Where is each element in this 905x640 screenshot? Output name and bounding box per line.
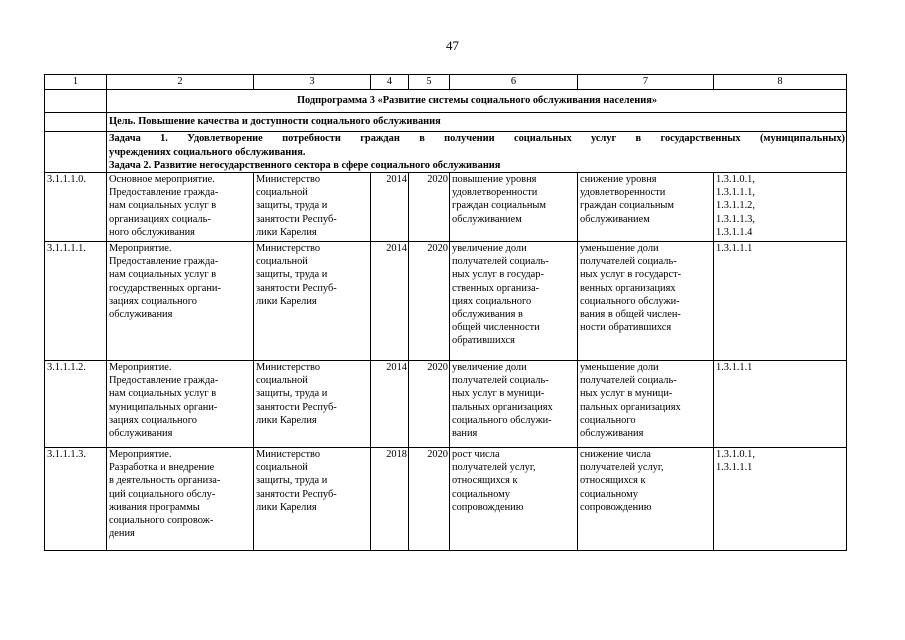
cell-line: 1.3.1.1.3, (716, 213, 755, 225)
cell-line: нам социальных услуг в (109, 200, 217, 212)
cell-line: социальному (580, 488, 638, 500)
cell-line: ций социального обслу- (109, 488, 216, 500)
executor-cell (254, 448, 371, 551)
cell-line: обратившихся (452, 335, 515, 347)
cell-line: социального обслужи- (452, 414, 552, 426)
expected-result-cell (450, 361, 578, 448)
cell-line: Мероприятие. (109, 362, 172, 373)
header-cell: 4 (371, 75, 409, 90)
cell-line: нам социальных услуг в (109, 388, 217, 400)
cell-line: государственных органи- (109, 282, 221, 294)
cell-line: получателей социаль- (580, 375, 677, 387)
cell-line: социального обслужи- (580, 295, 680, 307)
cell-line: удовлетворенности (452, 187, 538, 199)
cell-line: живания программы (109, 501, 200, 513)
cell-line: ных услуг в муници- (580, 388, 673, 400)
indicator-links-cell (714, 448, 847, 551)
cell-line: получателей услуг, (452, 462, 536, 474)
cell-line: Министерство (256, 362, 321, 373)
expected-result-cell (450, 242, 578, 361)
cell-line: организациях социаль- (109, 213, 211, 225)
activity-name-cell (107, 361, 254, 448)
cell-line: обслуживанием (452, 213, 522, 225)
cell-line: обслуживания (580, 428, 644, 440)
task1-line1: Задача 1. Удовлетворение потребности граждан в получении социальных услуг в государственных (муниципальных) (109, 133, 845, 145)
cell-line: социальному (452, 488, 510, 500)
cell-line: ных услуг в муници- (452, 388, 545, 400)
empty-cell (45, 113, 107, 132)
goal-row (45, 113, 847, 132)
cell-line: защиты, труда и (256, 200, 328, 212)
start-year-cell: 2018 (371, 448, 409, 551)
executor-cell (254, 242, 371, 361)
activity-code-cell: 3.1.1.1.3. (45, 448, 107, 551)
header-cell: 5 (409, 75, 450, 90)
activity-code-cell: 3.1.1.1.0. (45, 173, 107, 242)
start-year-cell: 2014 (371, 361, 409, 448)
cell-line: ных услуг в государст- (580, 269, 682, 281)
end-year-cell: 2020 (409, 242, 450, 361)
cell-line: ного обслуживания (109, 226, 195, 238)
cell-line: лики Карелия (256, 501, 317, 513)
consequence-cell (578, 448, 714, 551)
cell-line: обслуживанием (580, 213, 650, 225)
empty-cell (45, 132, 107, 173)
cell-line: социального (580, 414, 636, 426)
cell-line: обслуживания (109, 309, 173, 321)
cell-line: получателей услуг, (580, 462, 664, 474)
cell-line: увеличение доли (452, 243, 527, 254)
cell-line: лики Карелия (256, 226, 317, 238)
cell-line: занятости Респуб- (256, 282, 337, 294)
activity-name-cell (107, 173, 254, 242)
header-cell: 7 (578, 75, 714, 90)
header-cell: 3 (254, 75, 371, 90)
cell-line: социальной (256, 462, 308, 474)
cell-line: вания (452, 428, 478, 440)
goal-title: Цель. Повышение качества и доступности социального обслуживания (107, 113, 847, 132)
end-year-cell: 2020 (409, 173, 450, 242)
cell-line: 1.3.1.1.1 (716, 362, 753, 373)
cell-line: ственных организа- (452, 282, 540, 294)
cell-line: уменьшение доли (580, 243, 659, 254)
indicator-links-cell (714, 361, 847, 448)
activity-name-cell (107, 448, 254, 551)
cell-line: Предоставление гражда- (109, 375, 219, 387)
cell-line: сопровождению (580, 501, 652, 513)
indicator-links-cell (714, 173, 847, 242)
table-row (45, 242, 847, 361)
cell-line: лики Карелия (256, 295, 317, 307)
cell-line: обслуживания в (452, 309, 523, 321)
cell-line: Мероприятие. (109, 449, 172, 460)
consequence-cell (578, 173, 714, 242)
indicator-links-cell (714, 242, 847, 361)
cell-line: социальной (256, 256, 308, 268)
cell-line: граждан социальным (452, 200, 546, 212)
cell-line: в деятельность организа- (109, 475, 221, 487)
cell-line: рост числа (452, 449, 500, 460)
header-cell: 1 (45, 75, 107, 90)
cell-line: снижение числа (580, 449, 651, 460)
header-cell: 6 (450, 75, 578, 90)
activity-code-cell: 3.1.1.1.2. (45, 361, 107, 448)
start-year-cell: 2014 (371, 242, 409, 361)
cell-line: Министерство (256, 449, 321, 460)
cell-line: занятости Респуб- (256, 213, 337, 225)
cell-line: венных организациях (580, 282, 676, 294)
cell-line: получателей социаль- (452, 256, 549, 268)
cell-line: ности обратившихся (580, 322, 672, 334)
cell-line: социального сопровож- (109, 515, 214, 527)
cell-line: зациях социального (109, 295, 197, 307)
table-row (45, 173, 847, 242)
cell-line: вания в общей числен- (580, 309, 681, 321)
cell-line: увеличение доли (452, 362, 527, 373)
cell-line: Основное мероприятие. (109, 174, 215, 185)
cell-line: социальной (256, 187, 308, 199)
consequence-cell (578, 361, 714, 448)
cell-line: относящихся к (452, 475, 518, 487)
cell-line: обслуживания (109, 428, 173, 440)
cell-line: защиты, труда и (256, 475, 328, 487)
cell-line: относящихся к (580, 475, 646, 487)
program-table (44, 74, 847, 551)
cell-line: общей численности (452, 322, 540, 334)
activity-name-cell (107, 242, 254, 361)
cell-line: пальных организациях (452, 401, 553, 413)
task1-line2: учреждениях социального обслуживания. (109, 146, 306, 158)
cell-line: нам социальных услуг в (109, 269, 217, 281)
cell-line: муниципальных органи- (109, 401, 218, 413)
cell-line: получателей социаль- (580, 256, 677, 268)
cell-line: 1.3.1.1.1 (716, 462, 753, 474)
tasks-cell (107, 132, 847, 173)
cell-line: граждан социальным (580, 200, 674, 212)
header-cell: 8 (714, 75, 847, 90)
cell-line: дения (109, 528, 135, 540)
cell-line: 1.3.1.0.1, (716, 449, 755, 460)
expected-result-cell (450, 173, 578, 242)
cell-line: защиты, труда и (256, 269, 328, 281)
cell-line: циях социального (452, 295, 532, 307)
cell-line: сопровождению (452, 501, 524, 513)
end-year-cell: 2020 (409, 361, 450, 448)
executor-cell (254, 173, 371, 242)
cell-line: уменьшение доли (580, 362, 659, 373)
cell-line: ных услуг в государ- (452, 269, 544, 281)
cell-line: социальной (256, 375, 308, 387)
expected-result-cell (450, 448, 578, 551)
subprogram-title: Подпрограмма 3 «Развитие системы социального обслуживания населения» (107, 90, 847, 113)
subprogram-row (45, 90, 847, 113)
cell-line: 1.3.1.1.4 (716, 226, 753, 238)
cell-line: Мероприятие. (109, 243, 172, 254)
empty-cell (45, 90, 107, 113)
header-cell: 2 (107, 75, 254, 90)
cell-line: 1.3.1.0.1, (716, 174, 755, 185)
cell-line: Предоставление гражда- (109, 187, 219, 199)
executor-cell (254, 361, 371, 448)
table-row (45, 448, 847, 551)
cell-line: удовлетворенности (580, 187, 666, 199)
cell-line: занятости Респуб- (256, 488, 337, 500)
cell-line: 1.3.1.1.2, (716, 200, 755, 212)
activity-code-cell: 3.1.1.1.1. (45, 242, 107, 361)
start-year-cell: 2014 (371, 173, 409, 242)
cell-line: повышение уровня (452, 174, 537, 185)
cell-line: пальных организациях (580, 401, 681, 413)
task2-title: Задача 2. Развитие негосударственного сектора в сфере социального обслуживания (109, 159, 501, 171)
cell-line: Предоставление гражда- (109, 256, 219, 268)
cell-line: получателей социаль- (452, 375, 549, 387)
cell-line: занятости Респуб- (256, 401, 337, 413)
cell-line: лики Карелия (256, 414, 317, 426)
header-row (45, 75, 847, 90)
cell-line: Министерство (256, 243, 321, 254)
cell-line: Министерство (256, 174, 321, 185)
page-number: 47 (446, 38, 459, 53)
tasks-row (45, 132, 847, 173)
cell-line: снижение уровня (580, 174, 657, 185)
cell-line: 1.3.1.1.1 (716, 243, 753, 254)
consequence-cell (578, 242, 714, 361)
table-row (45, 361, 847, 448)
cell-line: 1.3.1.1.1, (716, 187, 755, 199)
cell-line: зациях социального (109, 414, 197, 426)
cell-line: Разработка и внедрение (109, 462, 215, 474)
end-year-cell: 2020 (409, 448, 450, 551)
cell-line: защиты, труда и (256, 388, 328, 400)
